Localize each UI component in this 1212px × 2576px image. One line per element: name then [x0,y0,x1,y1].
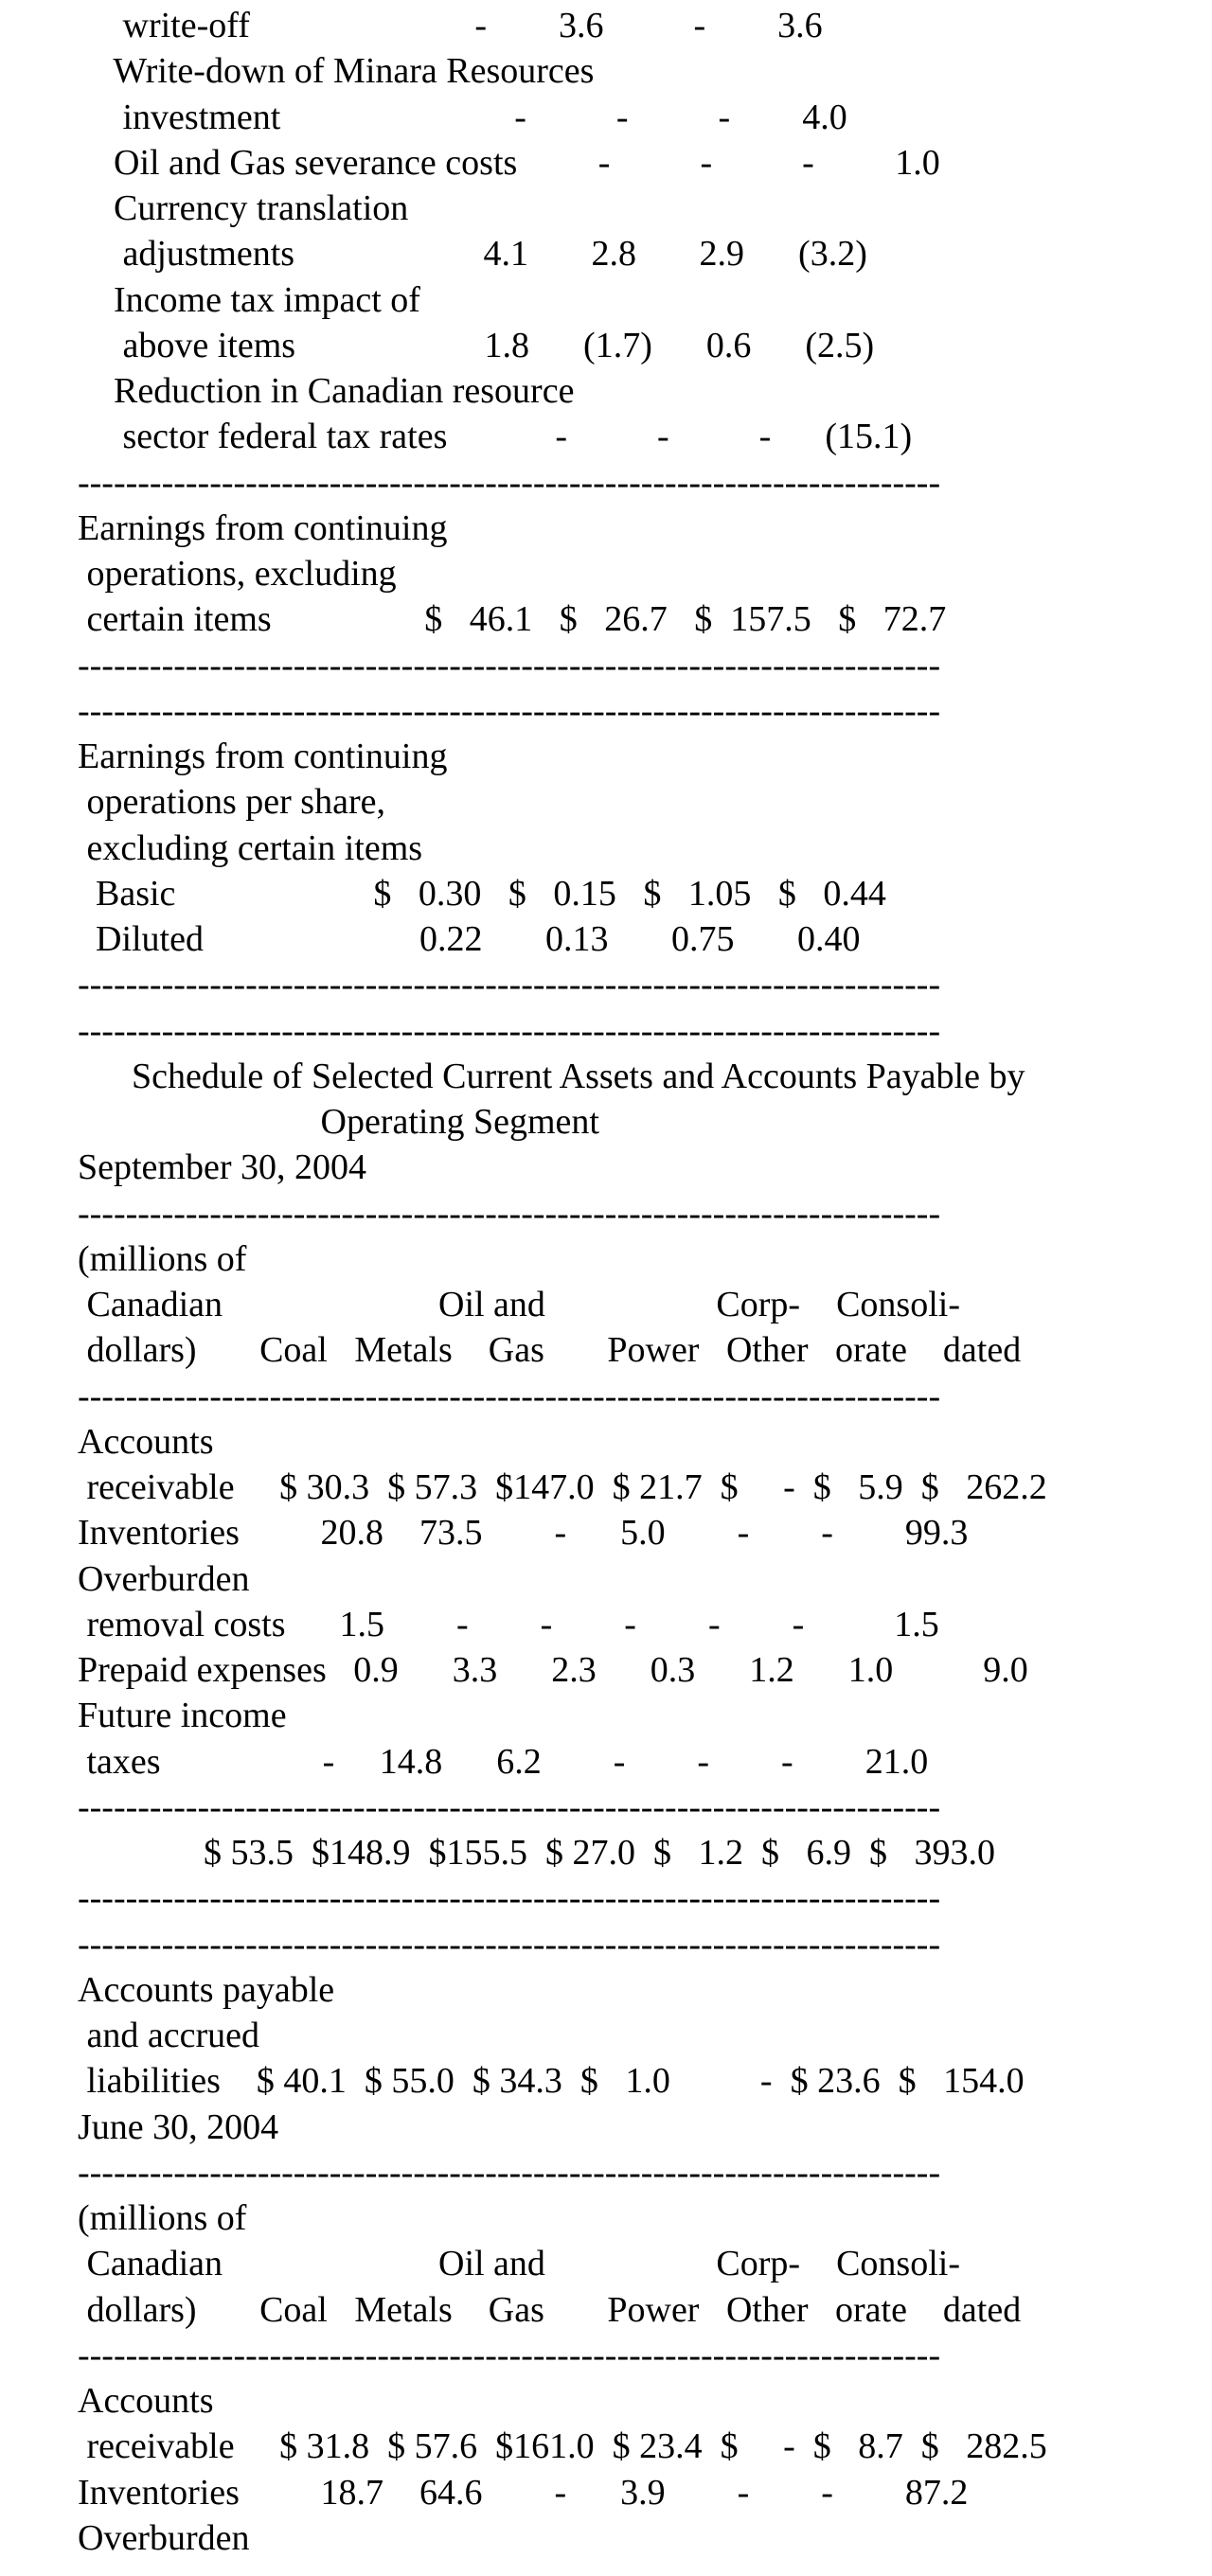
document-line: certain items $ 46.1 $ 26.7 $ 157.5 $ 72.7 [78,599,947,640]
document-line: Prepaid expenses 0.9 3.3 2.3 0.3 1.2 1.0 9.0 [78,1650,1028,1690]
document-line: Operating Segment [78,1102,599,1142]
document-line: Diluted 0.22 0.13 0.75 0.40 [78,919,861,959]
document-line: ------------------------------------------------------------------------ [78,1786,941,1827]
document-line: operations, excluding [78,554,397,594]
document-line: ------------------------------------------------------------------------ [78,1924,941,1964]
document-line: Accounts payable [78,1969,335,2010]
document-line: sector federal tax rates - - - (15.1) [78,417,913,457]
document-line: receivable $ 30.3 $ 57.3 $147.0 $ 21.7 $ - $ 5.9 $ 262.2 [78,1467,1047,1507]
document-line: Schedule of Selected Current Assets and Accounts Payable by [78,1056,1025,1096]
document-line: taxes - 14.8 6.2 - - - 21.0 [78,1741,929,1782]
document-line: Currency translation [78,188,409,228]
document-line: ------------------------------------------------------------------------ [78,462,941,503]
document-line: Accounts [78,2381,214,2421]
document-line: Write-down of Minara Resources [78,51,595,92]
document-line: write-off - 3.6 - 3.6 [78,6,823,45]
document-line: Canadian Oil and Corp- Consoli- [78,2244,960,2284]
document-line: ------------------------------------------------------------------------ [78,690,941,731]
document-text [78,3,1204,2561]
document-line: Inventories 18.7 64.6 - 3.9 - - 87.2 [78,2472,969,2513]
document-line: investment - - - 4.0 [78,97,847,137]
document-line: (millions of [78,2198,247,2238]
document-line: ------------------------------------------------------------------------ [78,1010,941,1051]
document-line: ------------------------------------------------------------------------ [78,645,941,685]
document-line: Basic $ 0.30 $ 0.15 $ 1.05 $ 0.44 [78,873,886,914]
document-line: ------------------------------------------------------------------------ [78,1193,941,1234]
document-line: liabilities $ 40.1 $ 55.0 $ 34.3 $ 1.0 - $ 23.6 $ 154.0 [78,2061,1025,2102]
document-line: ------------------------------------------------------------------------ [78,2152,941,2193]
document-line: receivable $ 31.8 $ 57.6 $161.0 $ 23.4 $ - $ 8.7 $ 282.5 [78,2426,1047,2467]
document-line: Reduction in Canadian resource [78,371,575,411]
document-line: Future income [78,1696,287,1736]
document-line: ------------------------------------------------------------------------ [78,2335,941,2375]
document-line: above items 1.8 (1.7) 0.6 (2.5) [78,325,875,365]
document-line: dollars) Coal Metals Gas Power Other orate dated [78,1330,1022,1371]
document-line: Overburden [78,1558,250,1599]
document-line: Overburden [78,2517,250,2558]
document-line: ------------------------------------------------------------------------ [78,965,941,1005]
document-line: (millions of [78,1238,247,1279]
document-line: June 30, 2004 [78,2106,279,2147]
document-line: Oil and Gas severance costs - - - 1.0 [78,142,940,183]
document-line: Earnings from continuing [78,737,448,776]
document-line: operations per share, [78,782,385,823]
document-line: Inventories 20.8 73.5 - 5.0 - - 99.3 [78,1513,969,1554]
document-line: and accrued [78,2016,259,2055]
document-line: Earnings from continuing [78,507,448,548]
document-line: ------------------------------------------------------------------------ [78,1376,941,1416]
document-line: adjustments 4.1 2.8 2.9 (3.2) [78,234,867,275]
document-line: dollars) Coal Metals Gas Power Other orate dated [78,2289,1022,2330]
document-line: removal costs 1.5 - - - - - 1.5 [78,1604,939,1644]
document-line: Canadian Oil and Corp- Consoli- [78,1285,960,1324]
document-line: ------------------------------------------------------------------------ [78,1878,941,1919]
document-line: September 30, 2004 [78,1147,367,1188]
document-line: excluding certain items [78,827,423,868]
document-line: Accounts [78,1421,214,1462]
document-line: $ 53.5 $148.9 $155.5 $ 27.0 $ 1.2 $ 6.9 $ 393.0 [78,1833,995,1873]
document-line: Income tax impact of [78,279,420,320]
